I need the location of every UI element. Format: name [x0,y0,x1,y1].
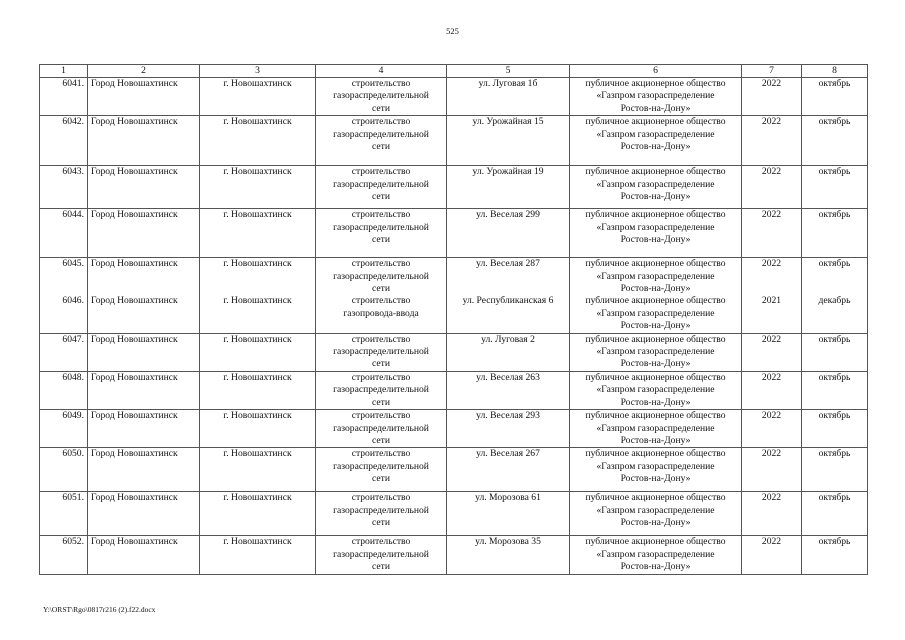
month-cell: октябрь [802,78,868,116]
work-type-cell-line: газораспределительной [333,460,429,472]
address-cell: ул. Республиканская 6 [447,295,570,333]
organization-cell-line: Ростов-на-Дону» [620,561,691,573]
locality-cell: г. Новошахтинск [200,166,316,209]
row-number: 6042. [40,116,88,166]
row-number: 6041. [40,78,88,116]
work-type-cell-line: газораспределительной [333,504,429,516]
work-type-cell-line: сети [372,473,390,485]
table-row [40,333,868,371]
locality-cell: г. Новошахтинск [200,116,316,166]
year-cell: 2022 [742,209,802,258]
column-header: 7 [742,65,802,78]
organization-cell-line: Ростов-на-Дону» [620,358,691,370]
organization-cell-line: Ростов-на-Дону» [620,517,691,529]
locality-cell: г. Новошахтинск [200,410,316,448]
work-type-cell-line: сети [372,234,390,246]
work-type-cell-line: сети [372,517,390,529]
work-type-cell-line: сети [372,434,390,446]
row-number: 6050. [40,448,88,492]
organization-cell [570,333,742,371]
organization-cell-line: «Газпром газораспределение [596,460,715,472]
organization-cell-line: публичное акционерное общество [585,78,726,89]
organization-cell-line: «Газпром газораспределение [596,221,715,233]
locality-cell: г. Новошахтинск [200,536,316,574]
municipality-cell: Город Новошахтинск [88,333,200,371]
organization-cell [570,410,742,448]
work-type-cell-line: строительство [351,492,411,504]
month-cell: октябрь [802,333,868,371]
locality-cell: г. Новошахтинск [200,371,316,409]
month-cell: октябрь [802,371,868,409]
table-row [40,371,868,409]
organization-cell-line: «Газпром газораспределение [596,270,715,282]
year-cell: 2022 [742,492,802,536]
work-type-cell-line: строительство [351,166,411,178]
organization-cell-line: публичное акционерное общество [585,209,726,221]
municipality-cell: Город Новошахтинск [88,448,200,492]
locality-cell: г. Новошахтинск [200,333,316,371]
table-row [40,295,868,333]
month-cell: октябрь [802,116,868,166]
organization-cell-line: Ростов-на-Дону» [620,283,691,295]
table-row [40,410,868,448]
work-type-cell-line: газораспределительной [333,221,429,233]
work-type-cell-line: строительство [351,333,411,345]
year-cell: 2022 [742,333,802,371]
month-cell: октябрь [802,258,868,296]
work-type-cell [316,295,447,333]
municipality-cell: Город Новошахтинск [88,492,200,536]
organization-cell-line: «Газпром газораспределение [596,90,715,102]
month-cell: октябрь [802,448,868,492]
month-cell: октябрь [802,492,868,536]
work-type-cell [316,333,447,371]
work-type-cell-line: газораспределительной [333,548,429,560]
organization-cell [570,166,742,209]
work-type-cell-line: газораспределительной [333,128,429,140]
address-cell: ул. Урожайная 15 [447,116,570,166]
organization-cell-line: Ростов-на-Дону» [620,473,691,485]
locality-cell: г. Новошахтинск [200,448,316,492]
organization-cell [570,295,742,333]
locality-cell: г. Новошахтинск [200,492,316,536]
organization-cell-line: публичное акционерное общество [585,536,726,548]
work-type-cell-line: сети [372,358,390,370]
organization-cell-line: Ростов-на-Дону» [620,320,691,332]
municipality-cell: Город Новошахтинск [88,536,200,574]
organization-cell-line: Ростов-на-Дону» [620,141,691,153]
work-type-cell [316,371,447,409]
year-cell: 2022 [742,116,802,166]
column-header: 1 [40,65,88,78]
work-type-cell-line: сети [372,561,390,573]
work-type-cell-line: газораспределительной [333,422,429,434]
work-type-cell [316,166,447,209]
work-type-cell [316,448,447,492]
table-row [40,116,868,166]
document-table [39,64,868,575]
table-row [40,209,868,258]
column-header: 4 [316,65,447,78]
work-type-cell-line: сети [372,191,390,203]
work-type-cell-line: газораспределительной [333,384,429,396]
work-type-cell-line: строительство [351,371,411,383]
column-header: 2 [88,65,200,78]
address-cell: ул. Веселая 299 [447,209,570,258]
municipality-cell: Город Новошахтинск [88,410,200,448]
work-type-cell [316,410,447,448]
column-header: 5 [447,65,570,78]
organization-cell-line: Ростов-на-Дону» [620,396,691,408]
work-type-cell-line: сети [372,396,390,408]
row-number: 6046. [40,295,88,333]
page-number: 525 [446,26,459,36]
row-number: 6044. [40,209,88,258]
municipality-cell: Город Новошахтинск [88,166,200,209]
organization-cell-line: Ростов-на-Дону» [620,434,691,446]
month-cell: октябрь [802,410,868,448]
row-number: 6051. [40,492,88,536]
row-number: 6048. [40,371,88,409]
municipality-cell: Город Новошахтинск [88,258,200,296]
work-type-cell-line: сети [372,141,390,153]
work-type-cell-line: строительство [351,78,411,89]
organization-cell-line: «Газпром газораспределение [596,422,715,434]
organization-cell-line: публичное акционерное общество [585,448,726,460]
organization-cell-line: Ростов-на-Дону» [620,191,691,203]
table-row [40,492,868,536]
organization-cell-line: «Газпром газораспределение [596,346,715,358]
row-number: 6047. [40,333,88,371]
year-cell: 2022 [742,410,802,448]
work-type-cell [316,116,447,166]
locality-cell: г. Новошахтинск [200,78,316,116]
row-number: 6045. [40,258,88,296]
year-cell: 2022 [742,258,802,296]
organization-cell [570,258,742,296]
municipality-cell: Город Новошахтинск [88,209,200,258]
organization-cell-line: публичное акционерное общество [585,166,726,178]
organization-cell [570,492,742,536]
work-type-cell [316,492,447,536]
year-cell: 2022 [742,536,802,574]
work-type-cell-line: строительство [351,258,411,270]
address-cell: ул. Морозова 61 [447,492,570,536]
work-type-cell-line: сети [372,283,390,295]
column-header: 3 [200,65,316,78]
year-cell: 2022 [742,78,802,116]
organization-cell-line: Ростов-на-Дону» [620,234,691,246]
municipality-cell: Город Новошахтинск [88,116,200,166]
work-type-cell-line: газопровода-ввода [343,307,419,319]
table-header-row [40,65,868,78]
address-cell: ул. Веселая 287 [447,258,570,296]
work-type-cell [316,78,447,116]
work-type-cell-line: строительство [351,448,411,460]
organization-cell-line: «Газпром газораспределение [596,178,715,190]
organization-cell-line: «Газпром газораспределение [596,307,715,319]
organization-cell-line: «Газпром газораспределение [596,384,715,396]
work-type-cell-line: строительство [351,536,411,548]
municipality-cell: Город Новошахтинск [88,295,200,333]
organization-cell-line: публичное акционерное общество [585,258,726,270]
work-type-cell-line: сети [372,102,390,114]
organization-cell-line: «Газпром газораспределение [596,548,715,560]
organization-cell [570,78,742,116]
row-number: 6052. [40,536,88,574]
work-type-cell-line: газораспределительной [333,90,429,102]
organization-cell-line: публичное акционерное общество [585,410,726,422]
year-cell: 2021 [742,295,802,333]
organization-cell [570,371,742,409]
work-type-cell [316,258,447,296]
file-path-footer: Y:\ORST\Rgo\0817r216 (2).f22.docx [43,605,156,614]
organization-cell [570,536,742,574]
table-row [40,166,868,209]
work-type-cell-line: строительство [351,410,411,422]
table-row [40,258,868,296]
year-cell: 2022 [742,371,802,409]
month-cell: декабрь [802,295,868,333]
work-type-cell-line: строительство [351,295,411,307]
organization-cell-line: публичное акционерное общество [585,371,726,383]
organization-cell-line: «Газпром газораспределение [596,504,715,516]
address-cell: ул. Веселая 293 [447,410,570,448]
address-cell: ул. Луговая 2 [447,333,570,371]
municipality-cell: Город Новошахтинск [88,371,200,409]
work-type-cell-line: строительство [351,209,411,221]
year-cell: 2022 [742,166,802,209]
work-type-cell-line: газораспределительной [333,270,429,282]
address-cell: ул. Веселая 267 [447,448,570,492]
month-cell: октябрь [802,166,868,209]
organization-cell-line: Ростов-на-Дону» [620,102,691,114]
organization-cell-line: публичное акционерное общество [585,295,726,307]
work-type-cell-line: строительство [351,116,411,128]
month-cell: октябрь [802,209,868,258]
year-cell: 2022 [742,448,802,492]
organization-cell [570,448,742,492]
organization-cell-line: публичное акционерное общество [585,333,726,345]
locality-cell: г. Новошахтинск [200,209,316,258]
table-row [40,448,868,492]
work-type-cell [316,536,447,574]
locality-cell: г. Новошахтинск [200,258,316,296]
address-cell: ул. Морозова 35 [447,536,570,574]
organization-cell [570,209,742,258]
municipality-cell: Город Новошахтинск [88,78,200,116]
address-cell: ул. Луговая 1б [447,78,570,116]
locality-cell: г. Новошахтинск [200,295,316,333]
work-type-cell-line: газораспределительной [333,178,429,190]
row-number: 6049. [40,410,88,448]
organization-cell-line: публичное акционерное общество [585,492,726,504]
month-cell: октябрь [802,536,868,574]
row-number: 6043. [40,166,88,209]
column-header: 6 [570,65,742,78]
work-type-cell [316,209,447,258]
table-row [40,536,868,574]
work-type-cell-line: газораспределительной [333,346,429,358]
table-row [40,78,868,116]
organization-cell-line: «Газпром газораспределение [596,128,715,140]
organization-cell [570,116,742,166]
address-cell: ул. Урожайная 19 [447,166,570,209]
address-cell: ул. Веселая 263 [447,371,570,409]
organization-cell-line: публичное акционерное общество [585,116,726,128]
column-header: 8 [802,65,868,78]
